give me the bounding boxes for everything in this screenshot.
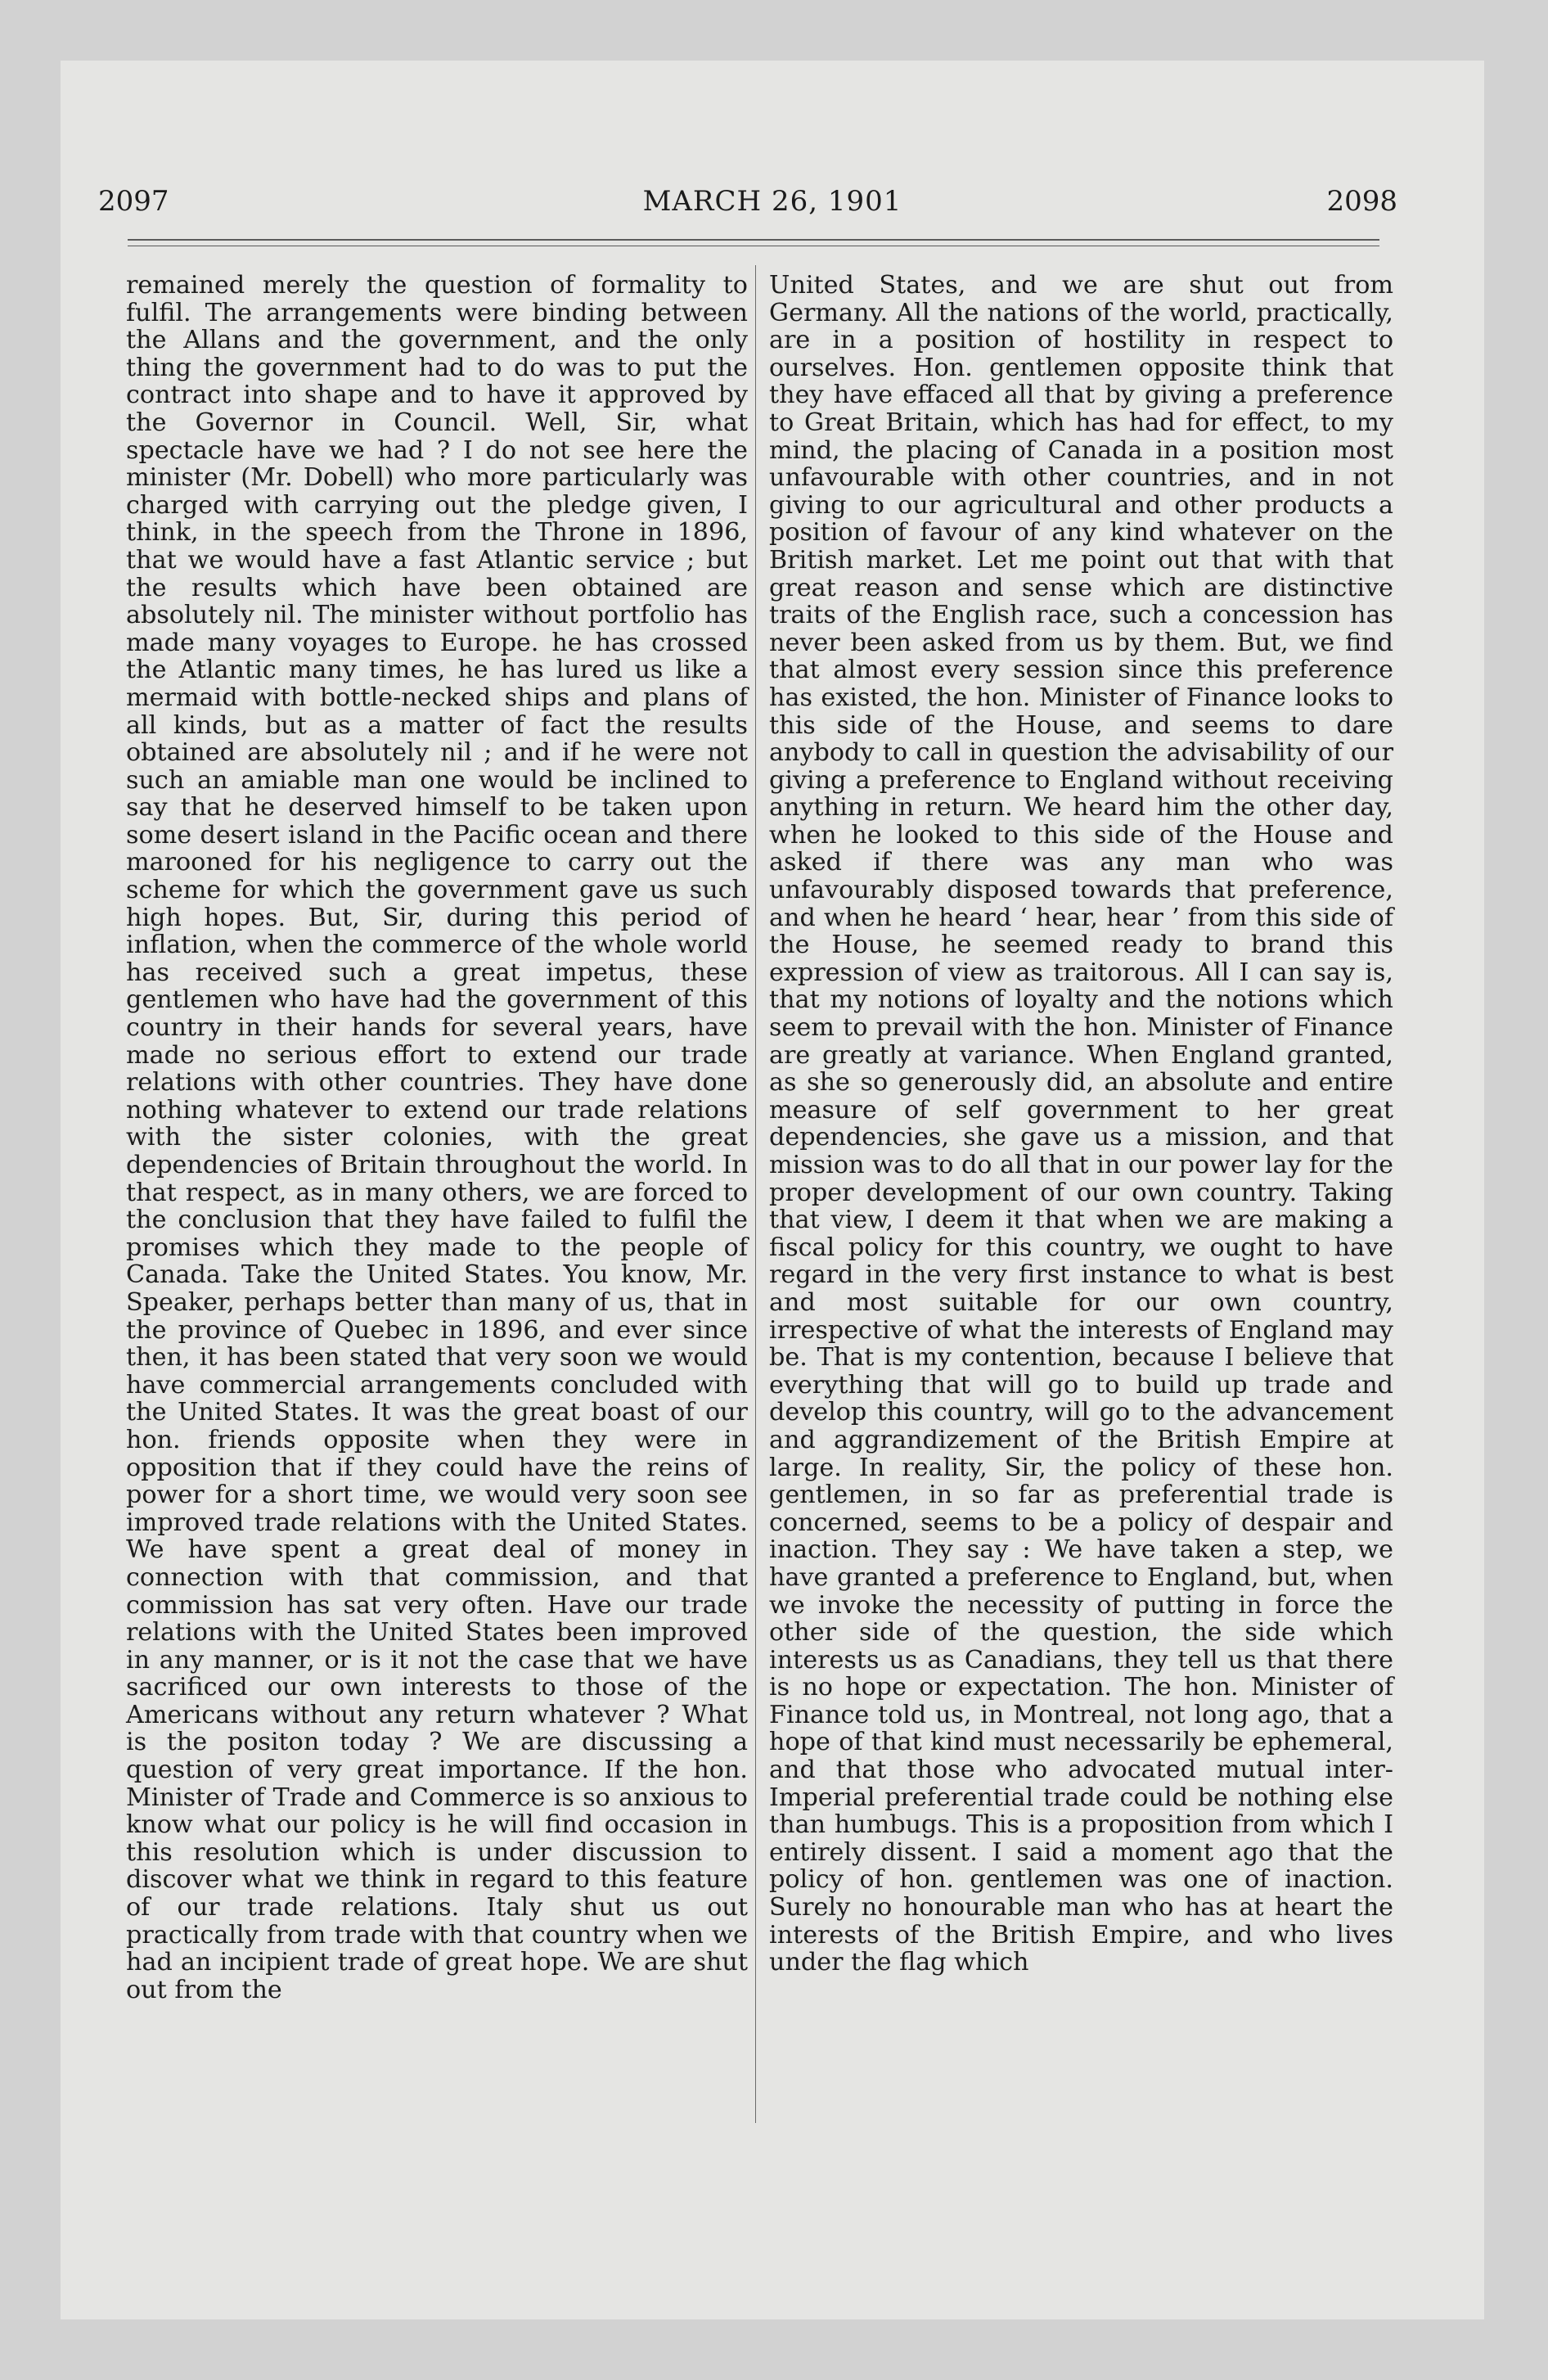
- page-number-left: 2097: [98, 185, 169, 218]
- column-divider: [755, 265, 756, 2123]
- header-rule: [128, 239, 1379, 246]
- page-number-right: 2098: [1326, 185, 1397, 218]
- right-column: [769, 272, 1393, 1977]
- page-date-title: MARCH 26, 1901: [642, 185, 902, 218]
- right-column-text: United States, and we are shut out from Germany. All the nations of the world, practically, are in a position of hostility in respect to ourselves. Hon. gentlemen opposite think that they have effaced all that by giving a preference to Great Britain, which has had for effect, to my mind, the placing of Canada in a position most unfavourable with other countries, and in not giving to our agricultural and other products a position of favour of any kind whatever on the British market. Let me point out that with that great reason and sense which are distinctive traits of the English race, such a concession has never been asked from us by them. But, we find that almost every session since this preference has existed, the hon. Minister of Finance looks to this side of the House, and seems to dare anybody to call in question the advisability of our giving a preference to England without receiving anything in return. We heard him the other day, when he looked to this side of the House and asked if there was any man who was unfavourably disposed towards that preference, and when he heard ‘ hear, hear ’ from this side of the House, he seemed ready to brand this expression of view as traitorous. All I can say is, that my notions of loyalty and the notions which seem to prevail with the hon. Minister of Finance are greatly at variance. When England granted, as she so generously did, an absolute and entire measure of self government to her great dependencies, she gave us a mission, and that mission was to do all that in our power lay for the proper development of our own country. Taking that view, I deem it that when we are making a fiscal policy for this country, we ought to have regard in the very first instance to what is best and most suitable for our own country, irrespective of what the interests of England may be. That is my contention, because I believe that everything that will go to build up trade and develop this country, will go to the advancement and aggrandizement of the British Empire at large. In reality, Sir, the policy of these hon. gentlemen, in so far as preferential trade is concerned, seems to be a policy of despair and inaction. They say : We have taken a step, we have granted a preference to England, but, when we invoke the necessity of putting in force the other side of the question, the side which interests us as Canadians, they tell us that there is no hope or expectation. The hon. Minister of Finance told us, in Montreal, not long ago, that a hope of that kind must necessarily be ephemeral, and that those who advocated mutual inter-Imperial preferential trade could be nothing else than humbugs. This is a proposition from which I entirely dissent. I said a moment ago that the policy of hon. gentlemen was one of inaction. Surely no honourable man who has at heart the interests of the British Empire, and who lives under the flag which: [769, 271, 1393, 1977]
- left-column-text: remained merely the question of formality to fulfil. The arrangements were binding between the Allans and the government, and the only thing the government had to do was to put the contract into shape and to have it approved by the Governor in Council. Well, Sir, what spectacle have we had ? I do not see here the minister (Mr. Dobell) who more particularly was charged with carrying out the pledge given, I think, in the speech from the Throne in 1896, that we would have a fast Atlantic service ; but the results which have been obtained are absolutely nil. The minister without portfolio has made many voyages to Europe. he has crossed the Atlantic many times, he has lured us like a mermaid with bottle-necked ships and plans of all kinds, but as a matter of fact the results obtained are absolutely nil ; and if he were not such an amiable man one would be inclined to say that he deserved himself to be taken upon some desert island in the Pacific ocean and there marooned for his negligence to carry out the scheme for which the government gave us such high hopes. But, Sir, during this period of inflation, when the commerce of the whole world has received such a great impetus, these gentlemen who have had the government of this country in their hands for several years, have made no serious effort to extend our trade relations with other countries. They have done nothing whatever to extend our trade relations with the sister colonies, with the great dependencies of Britain throughout the world. In that respect, as in many others, we are forced to the conclusion that they have failed to fulfil the promises which they made to the people of Canada. Take the United States. You know, Mr. Speaker, perhaps better than many of us, that in the province of Quebec in 1896, and ever since then, it has been stated that very soon we would have commercial arrangements concluded with the United States. It was the great boast of our hon. friends opposite when they were in opposition that if they could have the reins of power for a short time, we would very soon see improved trade relations with the United States. We have spent a great deal of money in connection with that commission, and that commission has sat very often. Have our trade relations with the United States been improved in any manner, or is it not the case that we have sacrificed our own interests to those of the Americans without any return whatever ? What is the positon today ? We are discussing a question of very great importance. If the hon. Minister of Trade and Commerce is so anxious to know what our policy is he will find occasion in this resolution which is under discussion to discover what we think in regard to this feature of our trade relations. Italy shut us out practically from trade with that country when we had an incipient trade of great hope. We are shut out from the: [126, 271, 748, 2004]
- page-header: [61, 185, 1484, 226]
- document-page: [61, 61, 1484, 2319]
- left-column: [126, 272, 748, 2004]
